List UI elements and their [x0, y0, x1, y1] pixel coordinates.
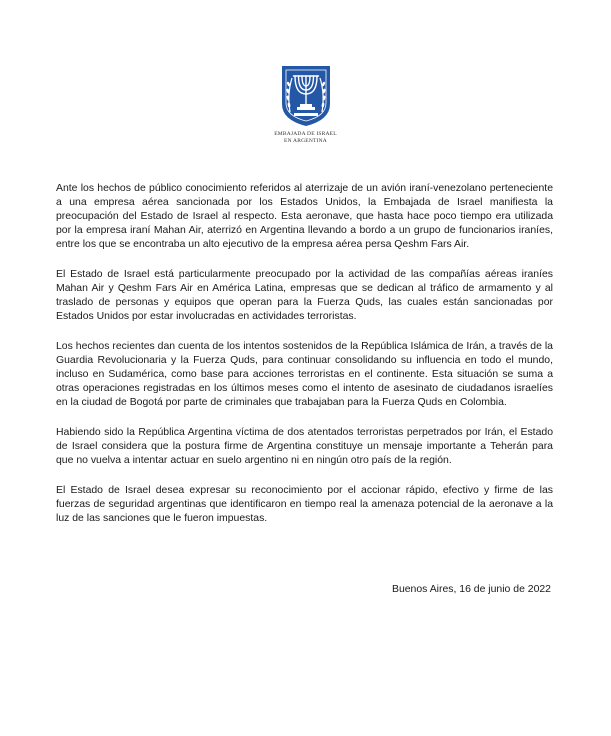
paragraph-1: Ante los hechos de público conocimiento referidos al aterrizaje de un avión iraní-venezolano perteneciente a una empresa aérea sancionada por los Estados Unidos, la Embajada de Israel manifiesta la preocupación del Estado de Israel al respecto. Esta aeronave, que hasta hace poco tiempo era utilizada por la empresa iraní Mahan Air, aterrizó en Argentina llevando a bordo a un grupo de funcionarios iraníes, entre los que se encontraba un alto ejecutivo de la empresa aérea persa Qeshm Fars Air.: [56, 183, 553, 250]
paragraph-5: El Estado de Israel desea expresar su reconocimiento por el accionar rápido, efectivo y firme de las fuerzas de seguridad argentinas que identificaron en tiempo real la amenaza potencial de la aeronave a la luz de las sanciones que le fueron impuestas.: [56, 485, 553, 524]
statement-body: [56, 182, 553, 542]
embassy-name-line-1: EMBAJADA DE ISRAEL: [274, 131, 337, 137]
paragraph-4: Habiendo sido la República Argentina víctima de dos atentados terroristas perpetrados por Irán, el Estado de Israel considera que la postura firme de Argentina constituye un mensaje importante a Teherán para que no vuelva a intentar actuar en suelo argentino ni en ningún otro país de la región.: [56, 427, 553, 466]
embassy-name-line-2: EN ARGENTINA: [284, 138, 327, 144]
place-and-date: Buenos Aires, 16 de junio de 2022: [391, 584, 551, 595]
letterhead: [0, 64, 611, 145]
paragraph-3: Los hechos recientes dan cuenta de los intentos sostenidos de la República Islámica de Irán, a través de la Guardia Revolucionaria y la Fuerza Quds, para continuar consolidando su influencia en todo el mundo, incluso en Sudamérica, como base para acciones terroristas en el continente. Esta situación se suma a otras operaciones registradas en los últimos meses como el intento de asesinato de ciudadanos israelíes en la ciudad de Bogotá por parte de criminales que trabajaban para la Fuerza Quds en Colombia.: [56, 341, 553, 408]
menorah-emblem-icon: [278, 64, 334, 128]
paragraph-2: El Estado de Israel está particularmente preocupado por la actividad de las compañías aéreas iraníes Mahan Air y Qeshm Fars Air en América Latina, empresas que se dedican al tráfico de armamento y al traslado de personas y equipos que operan para la Fuerza Quds, las cuales están sancionadas por Estados Unidos por estar involucradas en actividades terroristas.: [56, 269, 553, 322]
